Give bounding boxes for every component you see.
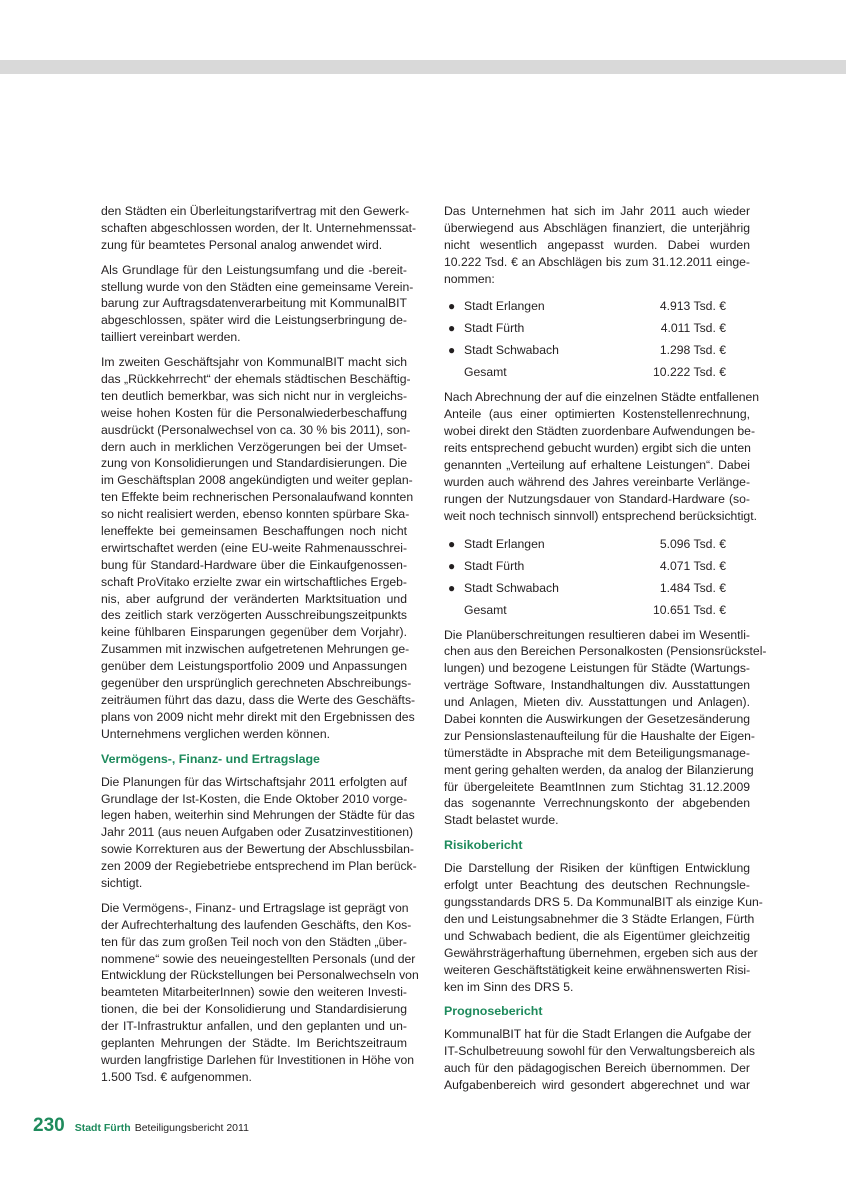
text-line: leneffekte bei gemeinsamen Beschaffungen noch nicht <box>101 524 407 539</box>
paragraph <box>101 354 416 742</box>
text-line: im Geschäftsplan 2008 angekündigten und weiter geplan- <box>101 473 413 488</box>
paragraph <box>444 860 763 995</box>
text-line: dern auch in merklichen Verzögerungen bei der Umset- <box>101 439 407 454</box>
list-item <box>444 599 750 621</box>
list-item <box>444 317 750 339</box>
paragraph <box>101 774 417 892</box>
text-line: 1.500 Tsd. € aufgenommen. <box>101 1069 252 1084</box>
paragraph <box>101 262 414 346</box>
section-heading-vermoegenslage: Vermögens-, Finanz- und Ertragslage <box>101 751 320 766</box>
text-line: das sogenannte Verrechnungskonto der abgebenden <box>444 796 750 811</box>
list-item-value: 1.298 Tsd. € <box>659 343 726 358</box>
text-line: geplanten Mehrungen der Städte. Im Berichtszeitraum <box>101 1035 407 1050</box>
paragraph <box>444 389 760 524</box>
text-line: so nicht realisiert werden, ebenso konnten spürbare Ska- <box>101 507 410 522</box>
bullet-icon: ● <box>448 536 456 551</box>
text-line: Aufgabenbereich wird gesondert abgerechnet und war <box>444 1078 750 1093</box>
text-line: ment gering gehalten werden, da analog der Bilanzierung <box>444 762 754 777</box>
right-column <box>444 203 767 1102</box>
text-line: zeiträumen führt das dazu, dass die Werte des Geschäfts- <box>101 692 416 707</box>
text-line: den und Leistungsabnehmer die 3 Städte Erlangen, Fürth <box>444 911 755 926</box>
text-line: weiteren Geschäftstätigkeit keine erwähnenswerten Risi- <box>444 962 751 977</box>
text-line: zen 2009 der Regiebetriebe entsprechend im Plan berück- <box>101 859 417 874</box>
list-item <box>444 555 750 577</box>
text-line: Dabei konnten die Auswirkungen der Gesetzesänderung <box>444 712 750 727</box>
text-line: ten deutlich bemerkbar, was sich nicht nur in vergleichs- <box>101 388 407 403</box>
list-item-label: Gesamt <box>464 365 507 380</box>
text-line: chen aus den Bereichen Personalkosten (Pensionsrückstel- <box>444 644 767 659</box>
text-line: genüber dem Leistungsportfolio 2009 und Anpassungen <box>101 659 407 674</box>
text-line: Anteile (aus einer optimierten Kostenstellenrechnung, <box>444 407 750 422</box>
text-line: abgeschlossen, später wird die Leistungserbringung de- <box>101 313 407 328</box>
paragraph <box>444 203 750 287</box>
text-line: gegenüber den ursprünglich gerechneten Abschreibungs- <box>101 676 412 691</box>
text-line: zur Pensionslastenaufteilung für die Haushalte der Eigen- <box>444 728 755 743</box>
list-item-value: 4.071 Tsd. € <box>659 558 726 573</box>
text-line: beamteten MitarbeiterInnen) sowie den weiteren Investi- <box>101 985 407 1000</box>
list-item-value: 4.011 Tsd. € <box>660 321 726 336</box>
footer-city: Stadt Fürth <box>74 1122 131 1134</box>
text-line: der IT-Infrastruktur anfallen, und den geplanten und un- <box>101 1019 407 1034</box>
page-footer <box>33 1115 249 1139</box>
text-line: Grundlage der Ist-Kosten, die Ende Oktober 2010 vorge- <box>101 791 408 806</box>
section-heading-prognosebericht: Prognosebericht <box>444 1004 543 1019</box>
text-line: KommunalBIT hat für die Stadt Erlangen die Aufgabe der <box>444 1027 752 1042</box>
text-line: gungsstandards DRS 5. Da KommunalBIT als einzige Kun- <box>444 895 763 910</box>
text-line: wurden langfristige Darlehen für Investitionen in Höhe von <box>101 1052 414 1067</box>
list-item <box>444 361 750 383</box>
text-line: zung von Konsolidierungen und Standardisierungen. Die <box>101 456 407 471</box>
text-line: erfolgt unter Beachtung des deutschen Rechnungsle- <box>444 878 750 893</box>
text-line: des zeitlich stark verzögerten Ausschreibungszeitpunkts <box>101 608 407 623</box>
text-line: ausdrückt (Personalwechsel von ca. 30 % bis 2011), son- <box>101 422 411 437</box>
list-item-label: Stadt Schwabach <box>464 580 559 595</box>
text-line: nis, aber aufgrund der veränderten Marktsituation und <box>101 591 407 606</box>
list-item-label: Stadt Fürth <box>464 558 525 573</box>
text-line: sowie Korrekturen aus der Bewertung der Abschlussbilan- <box>101 842 414 857</box>
bullet-icon: ● <box>448 321 456 336</box>
text-line: ten für das zum großen Teil noch von den Städten „über- <box>101 934 407 949</box>
list-item-label: Stadt Erlangen <box>464 299 545 314</box>
text-line: Unternehmens verglichen werden können. <box>101 726 330 741</box>
bullet-icon: ● <box>448 299 456 314</box>
text-line: wobei direkt den Städten zuordenbare Aufwendungen be- <box>444 424 756 439</box>
top-decorative-band <box>0 60 846 74</box>
text-line: reits entsprechend gebucht wurden) ergibt sich die unten <box>444 441 751 456</box>
text-line: nommene“ sowie des neueingestellten Personals (und der <box>101 951 416 966</box>
text-line: wurden auch während des Jahres vereinbarte Verlänge- <box>444 474 750 489</box>
list-item <box>444 533 750 555</box>
text-line: Stadt belastet wurde. <box>444 813 559 828</box>
text-line: Gewährsträgerhaftung übernehmen, ergeben sich aus der <box>444 945 758 960</box>
list-item-value: 5.096 Tsd. € <box>659 536 726 551</box>
text-line: nommen: <box>444 271 495 286</box>
paragraph <box>101 203 417 254</box>
text-line: weise hohen Kosten für die Personalwiederbeschaffung <box>101 405 407 420</box>
list-item-label: Stadt Schwabach <box>464 343 559 358</box>
text-line: sichtigt. <box>101 875 143 890</box>
bullet-icon: ● <box>448 558 456 573</box>
text-line: Die Planüberschreitungen resultieren dabei im Wesentli- <box>444 627 750 642</box>
list-item-value: 10.222 Tsd. € <box>653 365 726 380</box>
abschlaege-list <box>444 295 750 383</box>
text-line: überwiegend aus Abschlägen finanziert, die unterjährig <box>444 220 750 235</box>
text-line: auch für den pädagogischen Bereich übernommen. Der <box>444 1061 750 1076</box>
text-line: Nach Abrechnung der auf die einzelnen Städte entfallenen <box>444 390 760 405</box>
text-line: nicht wesentlich angepasst wurden. Dabei wurden <box>444 237 750 252</box>
list-item-value: 4.913 Tsd. € <box>659 299 726 314</box>
list-item <box>444 339 750 361</box>
text-line: schaften abgeschlossen worden, der lt. Unternehmenssat- <box>101 220 417 235</box>
text-line: Die Darstellung der Risiken der künftigen Entwicklung <box>444 861 750 876</box>
text-line: den Städten ein Überleitungstarifvertrag mit den Gewerk- <box>101 204 410 218</box>
text-line: Im zweiten Geschäftsjahr von KommunalBIT macht sich <box>101 355 407 370</box>
text-line: Jahr 2011 (aus neuen Aufgaben oder Zusatzinvestitionen) <box>101 825 414 840</box>
text-line: ken im Sinn des DRS 5. <box>444 979 574 994</box>
list-item-label: Stadt Fürth <box>464 321 525 336</box>
text-line: für übergeleitete BeamtInnen zum Stichtag 31.12.2009 <box>444 779 750 794</box>
text-line: bung für Standard-Hardware über die Einkaufgenossen- <box>101 557 407 572</box>
text-line: erwirtschaftet werden (eine EU-weite Rahmenausschrei- <box>101 540 407 555</box>
text-line: stellung wurde von den Städten eine gemeinsame Verein- <box>101 279 414 294</box>
left-column <box>101 203 419 1094</box>
text-line: und Anlagen, Mieten div. Ausstattungen und Anlagen). <box>444 695 750 710</box>
text-line: weit noch technisch sinnvoll) entsprechend berücksichtigt. <box>444 508 757 523</box>
text-line: IT-Schulbetreuung sowohl für den Verwaltungsbereich als <box>444 1044 755 1059</box>
list-item-value: 1.484 Tsd. € <box>659 580 726 595</box>
paragraph <box>444 1026 755 1094</box>
text-line: tümerstädte in Absprache mit dem Beteiligungsmanage- <box>444 745 750 760</box>
list-item-label: Stadt Erlangen <box>464 536 545 551</box>
list-item-value: 10.651 Tsd. € <box>653 602 726 617</box>
list-item-label: Gesamt <box>464 602 507 617</box>
text-line: Entwicklung der Rückstellungen bei Personalwechseln von <box>101 968 419 983</box>
list-item <box>444 577 750 599</box>
text-line: Zusammen mit inzwischen aufgetretenen Mehrungen ge- <box>101 642 410 657</box>
list-item <box>444 295 750 317</box>
text-line: keine fühlbaren Einsparungen gegenüber dem Vorjahr). <box>101 625 407 640</box>
text-line: lungen) und bezogene Leistungen für Städte (Wartungs- <box>444 661 750 676</box>
page-number: 230 <box>33 1115 65 1136</box>
footer-report-title: Beteiligungsbericht 2011 <box>134 1122 249 1134</box>
bullet-icon: ● <box>448 343 456 358</box>
text-line: verträge Software, Instandhaltungen div. Ausstattungen <box>444 678 750 693</box>
text-line: ten Effekte beim rechnerischen Personalaufwand konnten <box>101 490 414 505</box>
text-line: rungen der Nutzungsdauer von Standard-Hardware (so- <box>444 491 750 506</box>
text-line: legen haben, weiterhin sind Mehrungen der Städte für das <box>101 808 415 823</box>
text-line: und Schwabach bedient, die als Eigentümer gleichzeitig <box>444 928 750 943</box>
bullet-icon: ● <box>448 580 456 595</box>
text-line: tionen, die bei der Konsolidierung und Standardisierung <box>101 1002 407 1017</box>
text-line: Die Vermögens-, Finanz- und Ertragslage ist geprägt von <box>101 900 409 915</box>
text-line: Das Unternehmen hat sich im Jahr 2011 auch wieder <box>444 204 750 218</box>
text-line: Die Planungen für das Wirtschaftsjahr 2011 erfolgten auf <box>101 774 407 789</box>
text-line: genannten „Verteilung auf erhaltene Leistungen“. Dabei <box>444 458 750 473</box>
text-line: schaft ProVitako erzielte zwar ein wirtschaftliches Ergeb- <box>101 574 407 589</box>
paragraph <box>101 900 419 1086</box>
text-line: zung für beamtetes Personal analog anwendet wird. <box>101 237 383 252</box>
text-line: das „Rückkehrrecht“ der ehemals städtischen Beschäftig- <box>101 372 411 387</box>
verteilung-list <box>444 533 750 621</box>
text-line: der Aufrechterhaltung des laufenden Geschäfts, den Kos- <box>101 917 412 932</box>
paragraph <box>444 627 767 830</box>
section-heading-risikobericht: Risikobericht <box>444 838 523 853</box>
text-line: barung zur Auftragsdatenverarbeitung mit KommunalBIT <box>101 296 407 311</box>
text-line: plans von 2009 nicht mehr direkt mit den Ergebnissen des <box>101 709 415 724</box>
text-line: tailliert vereinbart werden. <box>101 330 241 345</box>
text-line: 10.222 Tsd. € an Abschlägen bis zum 31.12.2011 einge- <box>444 254 750 269</box>
text-line: Als Grundlage für den Leistungsumfang und die -bereit- <box>101 262 407 277</box>
